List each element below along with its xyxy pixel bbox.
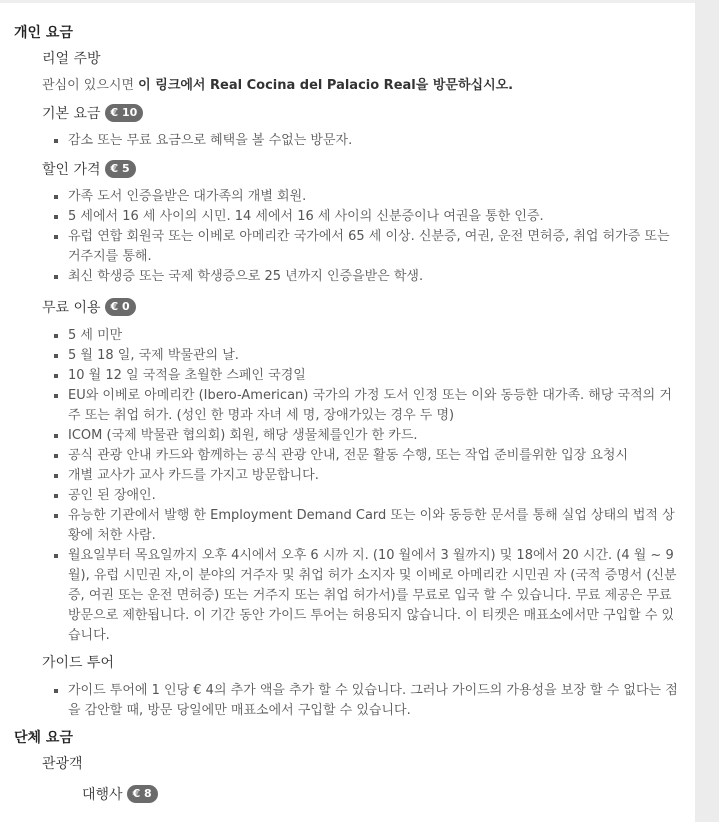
individual-rates-heading: 개인 요금: [14, 25, 73, 41]
basic-rate-price-badge: € 10: [105, 104, 144, 122]
free-rate-heading: [42, 296, 684, 318]
list-item: EU와 이베로 아메리칸 (Ibero-American) 국가의 가정 도서 인정 또는 이와 동등한 대가족. 해당 국적의 거주 또는 취업 허가. (성인 한 명과 자녀 세 명, 장애가있는 경우 두 명): [54, 386, 684, 426]
intro-prefix: 관심이 있으시면: [42, 78, 139, 93]
list-item: 공인 된 장애인.: [54, 486, 684, 506]
discount-rate-list: [14, 187, 684, 287]
agency-rate-label: 대행사: [82, 787, 123, 803]
list-item: 5 월 18 일, 국제 박물관의 날.: [54, 346, 684, 366]
tourist-block: [42, 753, 684, 805]
content: [14, 22, 684, 805]
free-block: [42, 296, 684, 318]
list-item: 5 세에서 16 세 사이의 시민. 14 세에서 16 세 사이의 신분증이나 여권을 통한 인증.: [54, 207, 684, 227]
list-item: 감소 또는 무료 요금으로 혜택을 볼 수없는 방문자.: [54, 131, 684, 151]
scrollbar[interactable]: [695, 0, 719, 822]
intro-suffix: 을 방문하십시오.: [415, 78, 514, 93]
discount-rate-heading: [42, 158, 684, 180]
basic-rate-label: 기본 요금: [42, 106, 101, 122]
royal-kitchen-intro: [42, 76, 684, 96]
list-item: 개별 교사가 교사 카드를 가지고 방문합니다.: [54, 466, 684, 486]
list-item: ICOM (국제 박물관 협의회) 회원, 해당 생물체를인가 한 카드.: [54, 426, 684, 446]
list-item: 가이드 투어에 1 인당 € 4의 추가 액을 추가 할 수 있습니다. 그러나 가이드의 가용성을 보장 할 수 없다는 점을 감안할 때, 방문 당일에만 매표소에서 구입할 수 있습니다.: [54, 681, 684, 721]
list-item: 유럽 연합 회원국 또는 이베로 아메리칸 국가에서 65 세 이상. 신분증, 여권, 운전 면허증, 취업 허가증 또는 거주지를 통해.: [54, 227, 684, 267]
top-divider: [0, 0, 695, 3]
agency-rate-price-badge: € 8: [127, 785, 158, 803]
list-item: 월요일부터 목요일까지 오후 4시에서 오후 6 시까 지. (10 월에서 3 월까지) 및 18에서 20 시간. (4 월 ~ 9 월), 유럽 시민권 자,이 분야의 거주자 및 취업 허가 소지자 및 이베로 아메리칸 시민권 자 (국적 증명서 (신분증, 여권 또는 운전 면허증) 또는 거주지 또는 취업 허가서)를 무료로 입국 할 수 있습니다. 무료 제공은 무료 방문으로 제한됩니다. 이 기간 동안 가이드 투어는 허용되지 않습니다. 이 티켓은 매표소에서만 구입할 수 있습니다.: [54, 546, 684, 646]
tourist-heading: 관광객: [42, 756, 83, 772]
list-item: 최신 학생증 또는 국제 학생증으로 25 년까지 인증을받은 학생.: [54, 267, 684, 287]
discount-rate-label: 할인 가격: [42, 162, 101, 178]
discount-block: [42, 158, 684, 180]
basic-rate-heading: [42, 102, 684, 124]
list-item: 10 월 12 일 국적을 초월한 스페인 국경일: [54, 366, 684, 386]
basic-rate-list: [14, 131, 684, 151]
guided-tour-list: [14, 681, 684, 721]
guided-tour-heading: 가이드 투어: [42, 655, 115, 671]
free-rate-price-badge: € 0: [105, 298, 136, 316]
discount-rate-price-badge: € 5: [105, 160, 136, 178]
agency-rate-heading: [42, 783, 684, 805]
free-rate-label: 무료 이용: [42, 300, 101, 316]
royal-kitchen-block: [42, 48, 684, 124]
guided-block: [42, 652, 684, 674]
list-item: 5 세 미만: [54, 326, 684, 346]
group-rates-heading: 단체 요금: [14, 730, 73, 746]
royal-kitchen-heading: 리얼 주방: [42, 51, 101, 67]
list-item: 공식 관광 안내 카드와 함께하는 공식 관광 안내, 전문 활동 수행, 또는 작업 준비를위한 입장 요청시: [54, 446, 684, 466]
list-item: 가족 도서 인증을받은 대가족의 개별 회원.: [54, 187, 684, 207]
list-item: 유능한 기관에서 발행 한 Employment Demand Card 또는 이와 동등한 문서를 통해 실업 상태의 법적 상황에 처한 사람.: [54, 506, 684, 546]
free-rate-list: [14, 326, 684, 646]
royal-kitchen-link[interactable]: 이 링크에서 Real Cocina del Palacio Real: [138, 78, 416, 93]
